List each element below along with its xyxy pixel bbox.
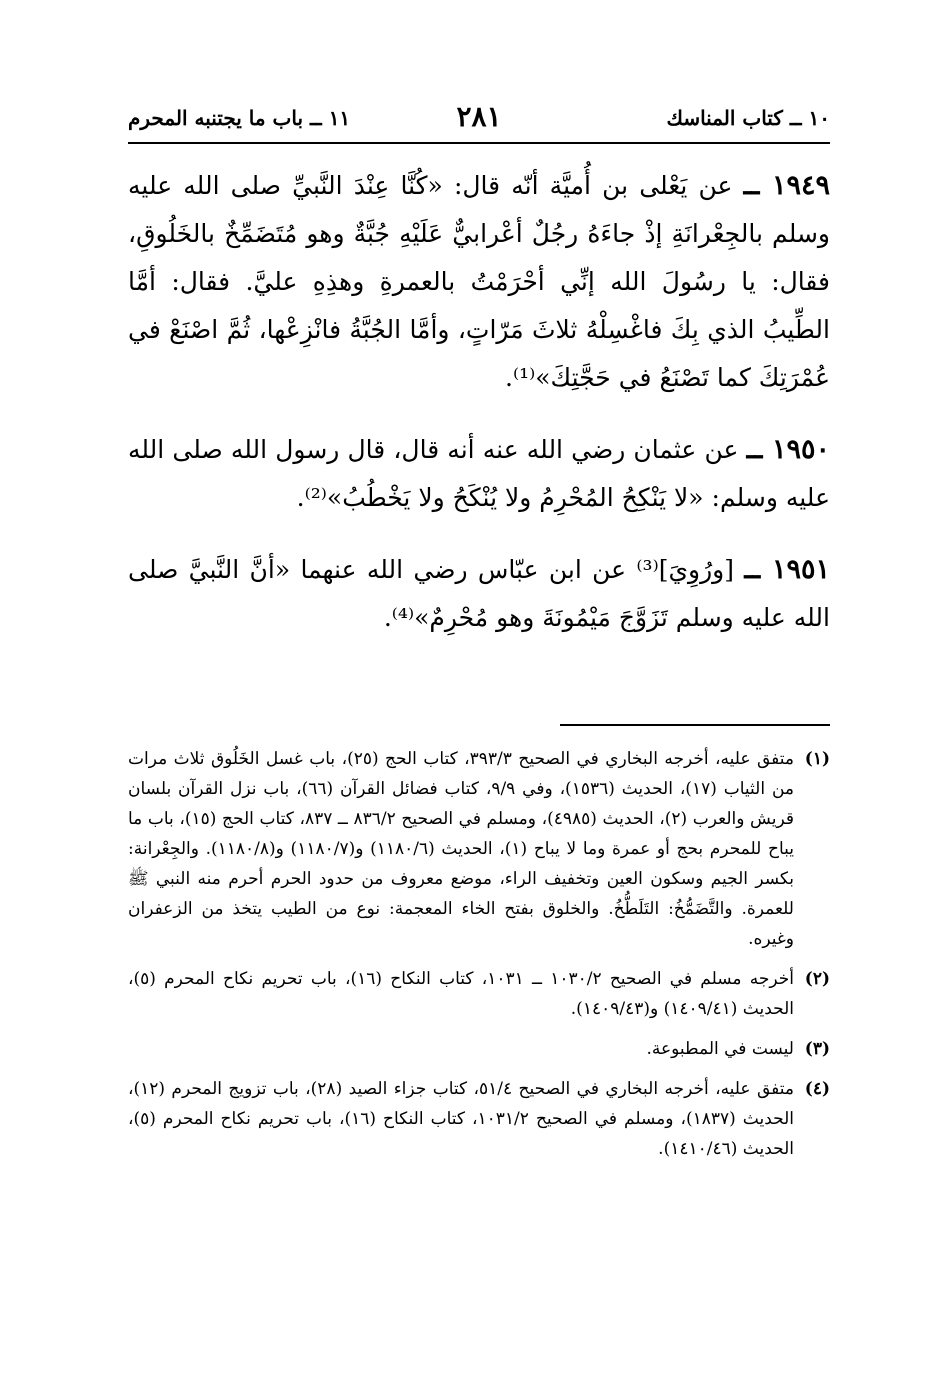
footnote	[128, 1074, 830, 1164]
hadith-number: ١٩٥٠ ــ	[746, 434, 830, 465]
hadith-number: ١٩٤٩ ــ	[743, 170, 830, 201]
header-section: ١١ ــ باب ما يجتنبه المحرم	[128, 106, 351, 130]
page-number: ٢٨١	[456, 100, 502, 133]
hadith-1949	[128, 162, 830, 402]
running-header	[128, 96, 830, 144]
book-page	[128, 96, 830, 1174]
hadith-1950	[128, 426, 830, 522]
footnote-number: (٢)	[804, 969, 830, 989]
footnotes	[128, 744, 830, 1164]
hadith-number: ١٩٥١ ــ	[744, 554, 830, 585]
footnote-text: متفق عليه، أخرجه البخاري في الصحيح ٣٩٣/٣، كتاب الحج (٢٥)، باب غسل الخَلُوق ثلاث مرات من الثياب (١٧)، الحديث (١٥٣٦)، وفي ٩/٩، كتاب فضائل القرآن (٦٦)، باب نزل القرآن بلسان قريش والعرب (٢)، الحديث (٤٩٨٥)، ومسلم في الصحيح ٨٣٦/٢ ــ ٨٣٧، كتاب الحج (١٥)، باب ما يباح للمحرم بحج أو عمرة وما لا يباح (١)، الحديث (١١٨٠/٦) و(١١٨٠/٧) و(١١٨٠/٨). والجِعْرانة: بكسر الجيم وسكون العين وتخفيف الراء، موضع معروف من حدود الحرم أحرم منه النبي ﷺ للعمرة. والتَّضَمُّخُ: التَلَطُّخُ. والخلوق بفتح الخاء المعجمة: نوع من الطيب يتخذ من الزعفران وغيره.	[128, 749, 794, 949]
footnote-separator	[560, 724, 830, 726]
hadith-1951	[128, 546, 830, 642]
footnote-number: (٤)	[804, 1079, 830, 1099]
footnote-number: (١)	[804, 749, 830, 769]
footnote	[128, 1034, 830, 1064]
hadith-text: [ورُوِيَ]⁽³⁾ عن ابن عبّاس رضي الله عنهما «أنَّ النَّبيَّ صلى الله عليه وسلم تَزَوَّجَ مَيْمُونَةَ وهو مُحْرِمٌ»⁽⁴⁾.	[128, 555, 830, 632]
footnote	[128, 964, 830, 1024]
hadith-text: عن عثمان رضي الله عنه أنه قال، قال رسول الله صلى الله عليه وسلم: «لا يَنْكِحُ المُحْرِمُ ولا يُنْكَحُ ولا يَخْطُبُ»⁽²⁾.	[128, 435, 830, 512]
footnote-text: متفق عليه، أخرجه البخاري في الصحيح ٥١/٤، كتاب جزاء الصيد (٢٨)، باب تزويج المحرم (١٢)، الحديث (١٨٣٧)، ومسلم في الصحيح ١٠٣١/٢، كتاب النكاح (١٦)، باب تحريم نكاح المحرم (٥)، الحديث (١٤١٠/٤٦).	[128, 1079, 795, 1159]
hadith-text: عن يَعْلى بن أُميَّة أنّه قال: «كُنَّا عِنْدَ النَّبيِّ صلى الله عليه وسلم بالجِعْرانَةِ إذْ جاءَهُ رجُلٌ أعْرابيٌّ عَلَيْهِ جُبَّةٌ وهو مُتَضَمِّخٌ بالخَلُوقِ، فقال: يا رسُولَ الله إنِّي أحْرَمْتُ بالعمرةِ وهذِهِ عليَّ. فقال: أمَّا الطِّيبُ الذي بِكَ فاغْسِلْهُ ثلاثَ مَرّاتٍ، وأمَّا الجُبَّةُ فانْزِعْها، ثُمَّ اصْنَعْ في عُمْرَتِكَ كما تَصْنَعُ في حَجَّتِكَ»⁽¹⁾.	[128, 171, 830, 392]
footnote-number: (٣)	[804, 1039, 830, 1059]
footnote-text: ليست في المطبوعة.	[646, 1039, 794, 1059]
footnote-text: أخرجه مسلم في الصحيح ١٠٣٠/٢ ــ ١٠٣١، كتاب النكاح (١٦)، باب تحريم نكاح المحرم (٥)، الحديث (١٤٠٩/٤١) و(١٤٠٩/٤٣).	[128, 969, 794, 1019]
header-chapter: ١٠ ــ كتاب المناسك	[666, 106, 830, 130]
footnote	[128, 744, 830, 954]
